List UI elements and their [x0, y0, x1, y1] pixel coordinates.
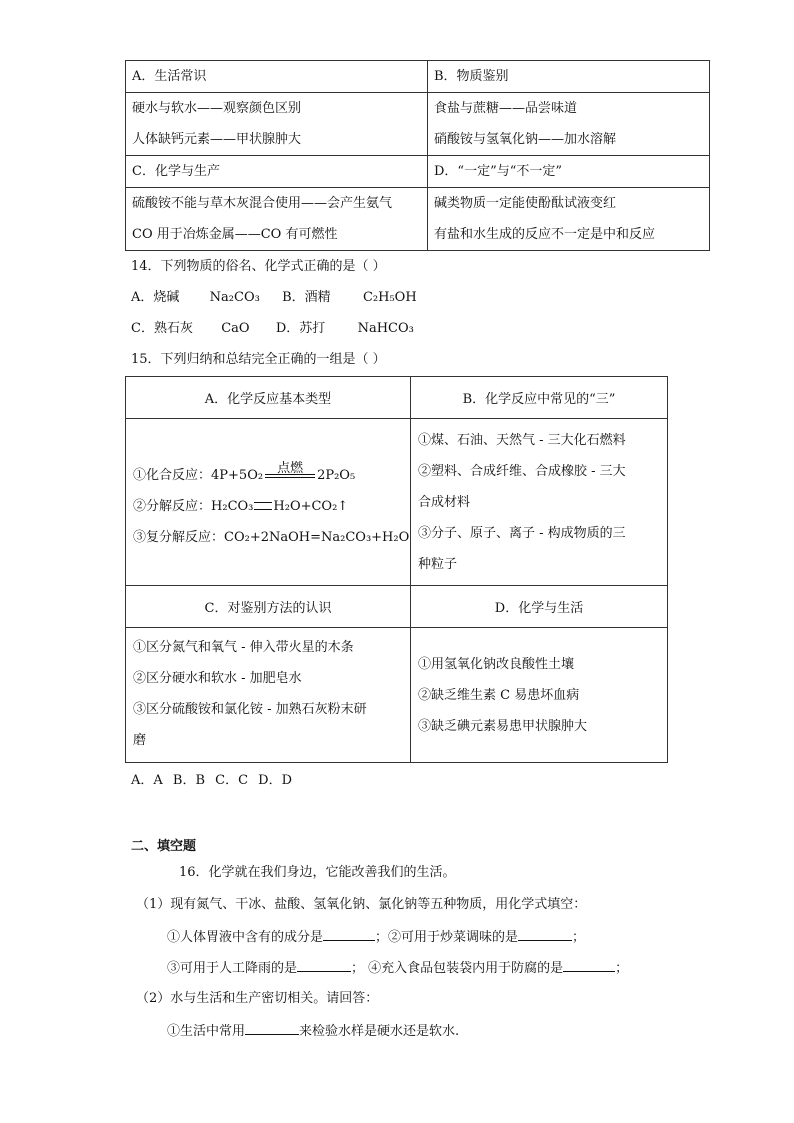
text: ③可用于人工降雨的是 [167, 961, 298, 976]
q15-d-header: D．化学与生活 [494, 601, 584, 616]
cell-d-header [428, 156, 710, 188]
cell-text: ③分子、原子、离子 - 构成物质的三 [418, 526, 626, 541]
q15-options: A．A B．B C．C D．D [131, 773, 293, 788]
cell-text: ②塑料、合成纤维、合成橡胶 - 三大 [418, 464, 626, 479]
line-prefix: ②分解反应： [133, 498, 212, 514]
q16-part1-line1 [167, 926, 585, 948]
q15-d-header-cell [411, 586, 668, 628]
cell-text: ③缺乏碘元素易患甲状腺肿大 [418, 718, 588, 734]
cell-text: B．物质鉴别 [434, 69, 509, 84]
cell-text: 硬水与软水——观察颜色区别 [132, 101, 302, 116]
equation-right: H₂O+CO₂↑ [273, 498, 349, 514]
q14-c-formula: CaO [221, 321, 250, 336]
text: ； [615, 961, 629, 976]
q14-a-formula: Na₂CO₃ [209, 290, 260, 305]
q15-b-header-cell [411, 377, 668, 419]
cell-text: 种粒子 [418, 557, 458, 572]
cell-text: 硝酸铵与氢氧化钠——加水溶解 [434, 132, 617, 147]
q15-b-header: B．化学反应中常见的“三” [462, 392, 616, 407]
cell-b-body [428, 93, 710, 156]
text: ①人体胃液中含有的成分是 [167, 930, 324, 945]
cell-text: ①用氢氧化钠改良酸性土壤 [418, 656, 575, 672]
cell-text: 碱类物质一定能使酚酞试液变红 [434, 196, 617, 211]
equation-right: 2P₂O₅ [317, 467, 356, 483]
reaction-condition: 点燃 [277, 461, 304, 476]
q15-d-body [411, 628, 668, 763]
q14-c-label: C．熟石灰 [131, 321, 193, 336]
cell-a-header [126, 61, 428, 93]
q15-b-body [411, 419, 668, 586]
answer-blank[interactable] [563, 957, 615, 972]
q14-d-formula: NaHCO₃ [357, 321, 414, 336]
cell-text: ①区分氮气和氧气 - 伸入带火星的木条 [133, 640, 354, 655]
cell-text: 磨 [133, 733, 147, 748]
text: ；②可用于炒菜调味的是 [375, 930, 519, 945]
table-15-options [125, 376, 668, 763]
q15-c-body [126, 628, 411, 763]
equation-left: H₂CO₃ [211, 498, 254, 514]
cell-text: ③区分硫酸铵和氯化铵 - 加熟石灰粉末研 [133, 702, 367, 717]
reaction-decomposition [126, 491, 410, 522]
q16-part1: （1）现有氮气、干冰、盐酸、氢氧化钠、氯化钠等五种物质，用化学式填空： [136, 897, 587, 912]
table-13-options [125, 60, 710, 251]
cell-text: CO 用于冶炼金属——CO 有可燃性 [132, 227, 338, 242]
equation-left: 4P+5O₂ [211, 467, 264, 483]
cell-text: 硫酸铵不能与草木灰混合使用——会产生氨气 [132, 196, 393, 211]
cell-text: C．化学与生产 [132, 164, 220, 179]
cell-text: ②缺乏维生素 C 易患坏血病 [418, 687, 580, 703]
q16-part2: （2）水与生活和生产密切相关。请回答： [136, 991, 379, 1006]
q14-b-label: B．酒精 [282, 290, 331, 305]
cell-text: A．生活常识 [132, 69, 207, 84]
q14-options-ab [131, 288, 417, 308]
answer-blank[interactable] [323, 926, 375, 941]
answer-blank[interactable] [518, 926, 572, 941]
cell-text: D．“一定”与“不一定” [434, 164, 563, 179]
q14-d-label: D．苏打 [275, 321, 326, 336]
q14-a-label: A．烧碱 [131, 290, 180, 305]
q14-stem: 14．下列物质的俗名、化学式正确的是（ ） [131, 259, 386, 274]
cell-text: 合成材料 [418, 495, 471, 510]
text: ； ④充入食品包装袋内用于防腐的是 [351, 961, 564, 976]
q16-stem: 16．化学就在我们身边，它能改善我们的生活。 [179, 865, 456, 880]
cell-text: ②区分硬水和软水 - 加肥皂水 [133, 671, 302, 686]
reaction-double-displacement [126, 522, 410, 553]
cell-text: 有盐和水生成的反应不一定是中和反应 [434, 227, 656, 242]
text: ； [572, 930, 586, 945]
equation: CO₂+2NaOH=Na₂CO₃+H₂O [224, 529, 410, 545]
q15-stem: 15．下列归纳和总结完全正确的一组是（ ） [131, 352, 386, 367]
q15-a-header: A．化学反应基本类型 [204, 392, 332, 407]
q15-c-header-cell [126, 586, 411, 628]
section-title: 二、填空题 [131, 839, 197, 854]
cell-text: ①煤、石油、天然气 - 三大化石燃料 [418, 433, 626, 448]
q14-options-cd [131, 319, 414, 339]
q16-part1-line2 [167, 957, 628, 979]
q16-part2-line1 [167, 1020, 459, 1042]
answer-blank[interactable] [245, 1020, 299, 1035]
q14-b-formula: C₂H₅OH [362, 290, 417, 305]
cell-a-body [126, 93, 428, 156]
cell-text: 人体缺钙元素——甲状腺肿大 [132, 132, 302, 147]
q15-c-header: C．对鉴别方法的认识 [204, 601, 332, 616]
reaction-arrow [263, 461, 317, 482]
answer-blank[interactable] [297, 957, 351, 972]
cell-c-header [126, 156, 428, 188]
cell-b-header [428, 61, 710, 93]
equals-sign [254, 502, 272, 510]
line-prefix: ①化合反应： [133, 467, 212, 483]
q15-a-header-cell [126, 377, 411, 419]
reaction-combination [126, 452, 410, 491]
q15-a-body [126, 419, 411, 586]
line-prefix: ③复分解反应： [133, 529, 225, 545]
cell-text: 食盐与蔗糖——品尝味道 [434, 101, 578, 116]
cell-c-body [126, 188, 428, 251]
text: ①生活中常用 [167, 1024, 246, 1039]
cell-d-body [428, 188, 710, 251]
text: 来检验水样是硬水还是软水. [299, 1024, 460, 1039]
